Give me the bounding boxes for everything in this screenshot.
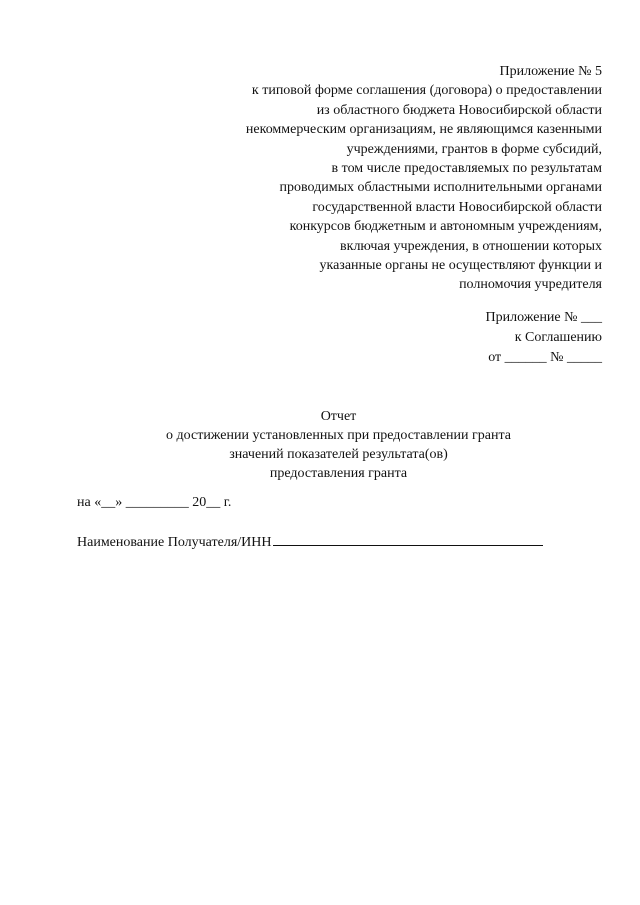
appendix-line: Приложение № 5 bbox=[499, 64, 602, 79]
appendix-line: к типовой форме соглашения (договора) о предоставлении bbox=[251, 83, 602, 99]
appendix-line: полномочия учредителя bbox=[459, 277, 602, 293]
report-title bbox=[0, 407, 640, 483]
appendix-line: учреждениями, грантов в форме субсидий, bbox=[346, 141, 602, 157]
report-title-line: Отчет bbox=[320, 409, 357, 424]
agreement-appendix-number: Приложение № ___ bbox=[485, 310, 602, 325]
appendix-line: включая учреждения, в отношении которых bbox=[340, 238, 602, 254]
report-title-line: предоставления гранта bbox=[269, 466, 408, 481]
appendix-line: государственной власти Новосибирской области bbox=[312, 199, 602, 215]
recipient-label: Наименование Получателя/ИНН bbox=[77, 535, 272, 550]
report-title-line: о достижении установленных при предоставлении гранта bbox=[166, 428, 511, 443]
agreement-date-number: от ______ № _____ bbox=[488, 350, 602, 365]
report-date-line: на «__» _________ 20__ г. bbox=[77, 495, 232, 510]
agreement-label: к Соглашению bbox=[514, 330, 602, 345]
appendix-line: указанные органы не осуществляют функции и bbox=[319, 258, 602, 274]
agreement-reference bbox=[486, 308, 603, 368]
appendix-line: конкурсов бюджетным и автономным учреждениям, bbox=[289, 219, 602, 235]
appendix-line: проводимых областными исполнительными органами bbox=[279, 180, 602, 196]
recipient-blank-field bbox=[273, 531, 543, 546]
report-title-line: значений показателей результата(ов) bbox=[229, 447, 448, 462]
recipient-line bbox=[77, 531, 543, 551]
appendix-header bbox=[182, 62, 602, 295]
appendix-line: в том числе предоставляемых по результатам bbox=[331, 161, 602, 177]
appendix-line: некоммерческим организациям, не являющимся казенными bbox=[245, 122, 602, 138]
appendix-line: из областного бюджета Новосибирской области bbox=[316, 102, 602, 118]
